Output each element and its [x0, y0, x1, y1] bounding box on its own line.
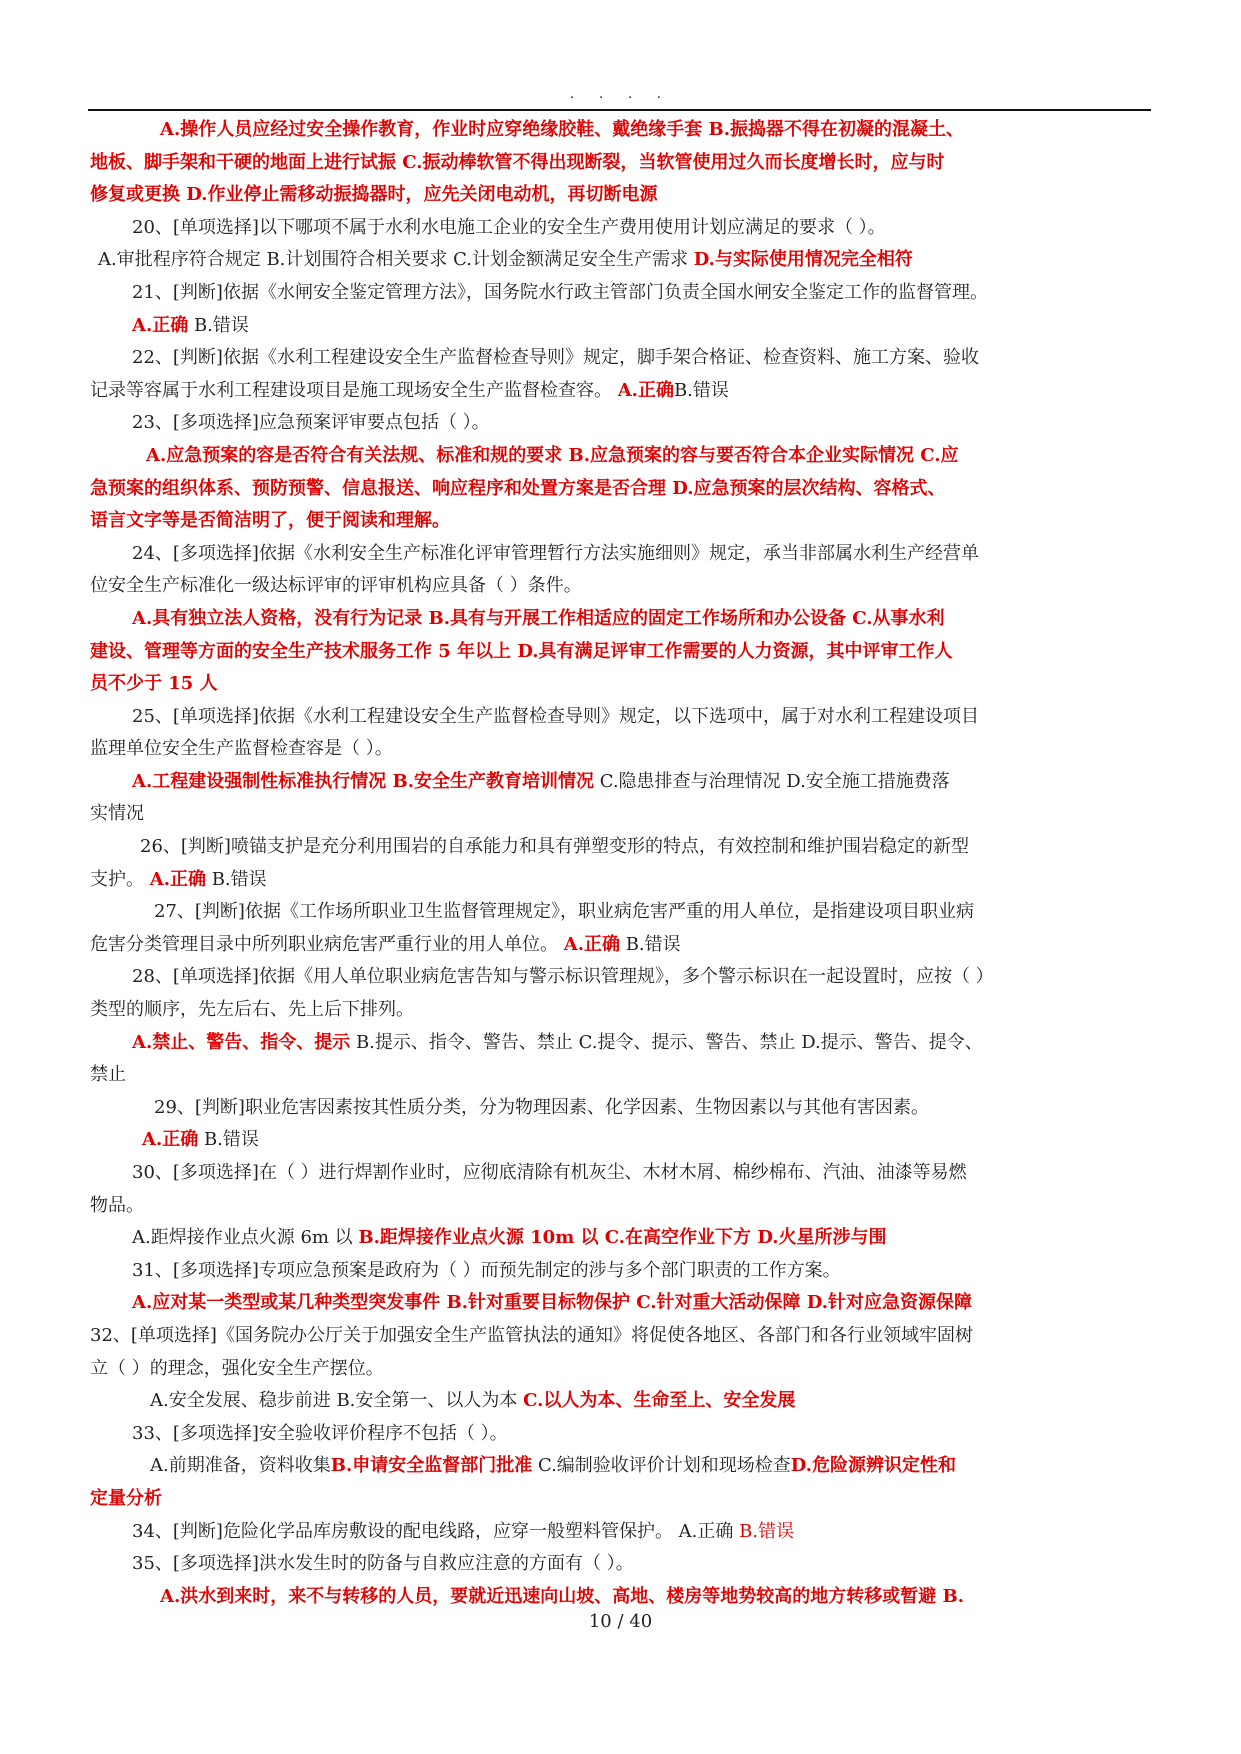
question-text: 20、[单项选择]以下哪项不属于水利水电施工企业的安全生产费用使用计划应满足的要求（ ）。	[132, 216, 886, 238]
text-line	[90, 114, 1151, 147]
answer-text: A.正确	[563, 933, 620, 955]
question-text: 35、[多项选择]洪水发生时的防备与自救应注意的方面有（ ）。	[132, 1553, 634, 1575]
answer-text: A.应对某一类型或某几种类型突发事件 B.针对重要目标物保护 C.针对重大活动保障 D.针对应急资源保障	[132, 1292, 973, 1314]
text-line	[90, 1418, 1151, 1451]
text-line	[90, 1157, 1151, 1190]
text-line	[90, 1450, 1151, 1483]
text-line	[90, 1483, 1151, 1516]
answer-text: A.正确	[132, 314, 189, 336]
text-line	[90, 1320, 1151, 1353]
answer-text: D.危险源辨识定性和	[790, 1455, 957, 1477]
text-line	[90, 244, 1151, 277]
page-number: 10 / 40	[588, 1611, 653, 1632]
text-line	[90, 375, 1151, 408]
text-line	[90, 277, 1151, 310]
question-text: 34、[判断]危险化学品库房敷设的配电线路，应穿一般塑料管保护。 A.正确	[132, 1520, 740, 1542]
question-text: B.错误	[673, 379, 729, 401]
text-line	[90, 179, 1151, 212]
text-line	[90, 1190, 1151, 1223]
text-line	[90, 538, 1151, 571]
text-line	[90, 766, 1151, 799]
question-text: B.错误	[188, 314, 249, 336]
answer-text: A.正确	[142, 1129, 199, 1151]
text-line	[90, 929, 1151, 962]
text-line	[90, 440, 1151, 473]
question-text: 26、[判断]喷锚支护是充分利用围岩的自承能力和具有弹塑变形的特点，有效控制和维护围岩稳定的新型	[140, 836, 969, 858]
text-line	[90, 1027, 1151, 1060]
question-text: 支护。	[90, 868, 150, 890]
text-line	[90, 505, 1151, 538]
question-text: A.前期准备，资料收集	[150, 1455, 331, 1477]
question-text: A.审批程序符合规定 B.计划围符合相关要求 C.计划金额满足安全生产需求	[98, 249, 694, 271]
text-line	[90, 310, 1151, 343]
text-line	[90, 896, 1151, 929]
answer-text: 修复或更换 D.作业停止需移动振捣器时，应先关闭电动机，再切断电源	[90, 184, 658, 206]
answer-text: A.禁止、警告、指令、提示	[132, 1031, 351, 1053]
text-line	[90, 668, 1151, 701]
answer-text: 建设、管理等方面的安全生产技术服务工作 5 年以上 D.具有满足评审工作需要的人力资源，其中评审工作人	[90, 640, 953, 662]
text-line	[90, 961, 1151, 994]
question-text: 28、[单项选择]依据《用人单位职业病危害告知与警示标识管理规》，多个警示标识在一起设置时，应按（ ）	[132, 966, 994, 988]
text-line	[90, 701, 1151, 734]
question-text: 22、[判断]依据《水利工程建设安全生产监督检查导则》规定，脚手架合格证、检查资料、施工方案、验收	[132, 347, 979, 369]
question-text: 21、[判断]依据《水闸安全鉴定管理方法》，国务院水行政主管部门负责全国水闸安全鉴定工作的监督管理。	[132, 281, 988, 303]
text-line	[90, 1222, 1151, 1255]
text-line	[90, 1516, 1151, 1549]
question-text: B.错误	[205, 868, 267, 890]
answer-text: B.距焊接作业点火源 10m 以 C.在高空作业下方 D.火星所涉与围	[358, 1227, 887, 1249]
text-line	[90, 733, 1151, 766]
question-text: 25、[单项选择]依据《水利工程建设安全生产监督检查导则》规定，以下选项中，属于对水利工程建设项目	[132, 705, 979, 727]
answer-text: B.错误	[739, 1520, 795, 1542]
document-body	[90, 114, 1151, 1613]
question-text: 监理单位安全生产监督检查容是（ ）。	[90, 738, 393, 760]
header-rule	[88, 109, 1151, 111]
question-text: 30、[多项选择]在（ ）进行焊割作业时，应彻底清除有机灰尘、木材木屑、棉纱棉布、汽油、油漆等易燃	[132, 1162, 967, 1183]
answer-text: A.具有独立法人资格，没有行为记录 B.具有与开展工作相适应的固定工作场所和办公设备 C.从事水利	[132, 607, 945, 629]
text-line	[90, 1092, 1151, 1125]
question-text: 27、[判断]依据《工作场所职业卫生监督管理规定》，职业病危害严重的用人单位，是指建设项目职业病	[154, 901, 974, 923]
text-line	[90, 798, 1151, 831]
text-line	[90, 831, 1151, 864]
question-text: 32、[单项选择]《国务院办公厅关于加强安全生产监管执法的通知》将促使各地区、各部门和各行业领域牢固树	[90, 1324, 973, 1346]
question-text: 实情况	[90, 803, 144, 825]
answer-text: D.与实际使用情况完全相符	[693, 249, 913, 271]
text-line	[90, 1548, 1151, 1581]
question-text: 29、[判断]职业危害因素按其性质分类，分为物理因素、化学因素、生物因素以与其他有害因素。	[154, 1096, 929, 1118]
question-text: C.隐患排查与治理情况 D.安全施工措施费落	[593, 770, 950, 792]
question-text: B.提示、指令、警告、禁止 C.提令、提示、警告、禁止 D.提示、警告、提令、	[350, 1031, 983, 1053]
text-line	[90, 1581, 1151, 1614]
text-line	[90, 473, 1151, 506]
question-text: 禁止	[90, 1064, 126, 1086]
answer-text: A.工程建设强制性标准执行情况 B.安全生产教育培训情况	[132, 770, 594, 792]
text-line	[90, 1059, 1151, 1092]
answer-text: A.正确	[617, 379, 674, 401]
text-line	[90, 147, 1151, 180]
answer-text: A.正确	[149, 868, 206, 890]
text-line	[90, 636, 1151, 669]
question-text: 24、[多项选择]依据《水利安全生产标准化评审管理暂行方法实施细则》规定，承当非部属水利生产经营单	[132, 542, 979, 564]
text-line	[90, 1255, 1151, 1288]
question-text: 危害分类管理目录中所列职业病危害严重行业的用人单位。	[90, 933, 564, 955]
answer-text: 急预案的组织体系、预防预警、信息报送、响应程序和处置方案是否合理 D.应急预案的层次结构、容格式、	[90, 477, 946, 499]
answer-text: 员不少于 15 人	[90, 673, 218, 695]
answer-text: 语言文字等是否简洁明了，便于阅读和理解。	[90, 510, 450, 532]
question-text: 物品。	[90, 1194, 144, 1216]
question-text: 31、[多项选择]专项应急预案是政府为（ ）而预先制定的涉与多个部门职责的工作方案。	[132, 1259, 841, 1281]
question-text: 33、[多项选择]安全验收评价程序不包括（ ）。	[132, 1422, 508, 1444]
text-line	[90, 603, 1151, 636]
text-line	[90, 1385, 1151, 1418]
text-line	[90, 570, 1151, 603]
answer-text: A.应急预案的容是否符合有关法规、标准和规的要求 B.应急预案的容与要否符合本企业实际情况 C.应	[146, 444, 959, 466]
answer-text: A.操作人员应经过安全操作教育，作业时应穿绝缘胶鞋、戴绝缘手套 B.振捣器不得在初凝的混凝土、	[160, 119, 964, 140]
question-text: B.错误	[619, 933, 681, 955]
text-line	[90, 342, 1151, 375]
question-text: B.错误	[198, 1129, 259, 1151]
answer-text: C.以人为本、生命至上、安全发展	[523, 1390, 796, 1412]
page-header-dots: . . . .	[569, 86, 672, 102]
question-text: A.距焊接作业点火源 6m 以	[132, 1227, 359, 1249]
question-text: 立（ ）的理念，强化安全生产摆位。	[90, 1357, 384, 1379]
text-line	[90, 994, 1151, 1027]
text-line	[90, 1287, 1151, 1320]
answer-text: B.申请安全监督部门批准	[330, 1455, 533, 1477]
text-line	[90, 864, 1151, 897]
question-text: A.安全发展、稳步前进 B.安全第一、以人为本	[150, 1390, 524, 1412]
question-text: C.编制验收评价计划和现场检查	[532, 1455, 791, 1477]
text-line	[90, 407, 1151, 440]
question-text: 类型的顺序，先左后右、先上后下排列。	[90, 999, 414, 1021]
question-text: 23、[多项选择]应急预案评审要点包括（ ）。	[132, 412, 490, 434]
text-line	[90, 1124, 1151, 1157]
question-text: 位安全生产标准化一级达标评审的评审机构应具备（ ）条件。	[90, 575, 582, 597]
answer-text: A.洪水到来时，来不与转移的人员，要就近迅速向山坡、高地、楼房等地势较高的地方转移或暂避 B.	[160, 1585, 964, 1607]
answer-text: 定量分析	[90, 1487, 162, 1509]
text-line	[90, 212, 1151, 245]
question-text: 记录等容属于水利工程建设项目是施工现场安全生产监督检查容。	[90, 379, 618, 401]
answer-text: 地板、脚手架和干硬的地面上进行试振 C.振动棒软管不得出现断裂，当软管使用过久而长度增长时，应与时	[90, 151, 945, 173]
text-line	[90, 1353, 1151, 1386]
